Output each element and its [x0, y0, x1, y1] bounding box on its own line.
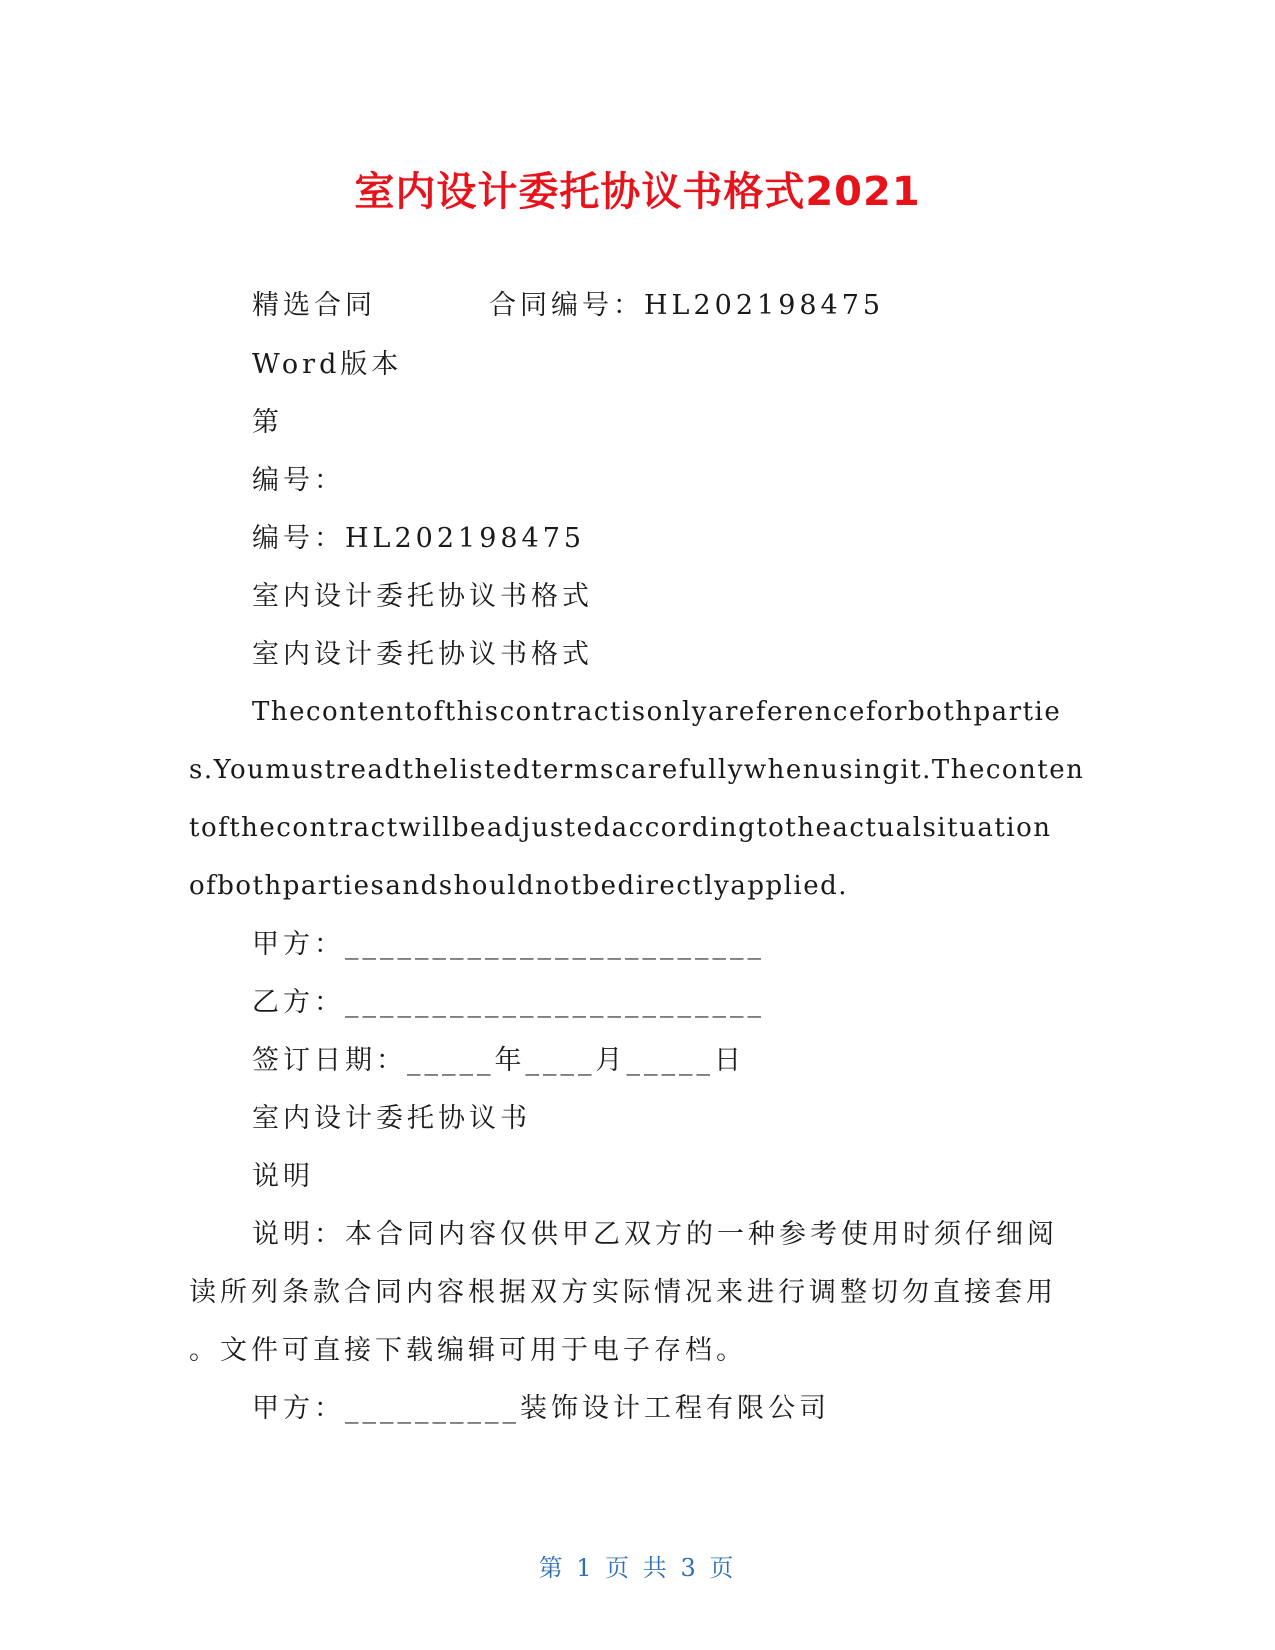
- note-line: 。文件可直接下载编辑可用于电子存档。: [189, 1335, 747, 1366]
- party-a-company-line: 甲方：__________装饰设计工程有限公司: [252, 1393, 830, 1424]
- word-version-label: Word版本: [252, 349, 403, 380]
- english-disclaimer-line: tofthecontractwillbeadjustedaccordingtotheactualsituation: [189, 813, 1052, 843]
- english-disclaimer-line: Thecontentofthiscontractisonlyareferenceforbothpartie: [252, 697, 1062, 727]
- note-heading: 说明: [252, 1161, 314, 1192]
- number-value: 编号：HL202198475: [252, 523, 586, 554]
- party-b-line: 乙方：________________________: [252, 987, 765, 1018]
- number-label: 编号：: [252, 465, 345, 496]
- document-title: 室内设计委托协议书格式2021: [354, 169, 921, 215]
- header-left-label: 精选合同: [252, 290, 376, 321]
- contract-code: 合同编号：HL202198475: [489, 290, 885, 321]
- di-label: 第: [252, 407, 283, 438]
- english-disclaimer-line: s.Youmustreadthelistedtermscarefullywhenusingit.Theconten: [189, 755, 1085, 785]
- agreement-title: 室内设计委托协议书: [252, 1103, 531, 1134]
- format-line-1: 室内设计委托协议书格式: [252, 581, 593, 612]
- english-disclaimer-line: ofbothpartiesandshouldnotbedirectlyapplied.: [189, 871, 849, 901]
- format-line-2: 室内设计委托协议书格式: [252, 639, 593, 670]
- sign-date-line: 签订日期：_____年____月_____日: [252, 1045, 745, 1076]
- page-number-footer: 第 1 页 共 3 页: [538, 1554, 737, 1582]
- note-line: 说明：本合同内容仅供甲乙双方的一种参考使用时须仔细阅: [252, 1219, 1058, 1250]
- party-a-line: 甲方：________________________: [252, 929, 765, 960]
- note-line: 读所列条款合同内容根据双方实际情况来进行调整切勿直接套用: [189, 1277, 1057, 1308]
